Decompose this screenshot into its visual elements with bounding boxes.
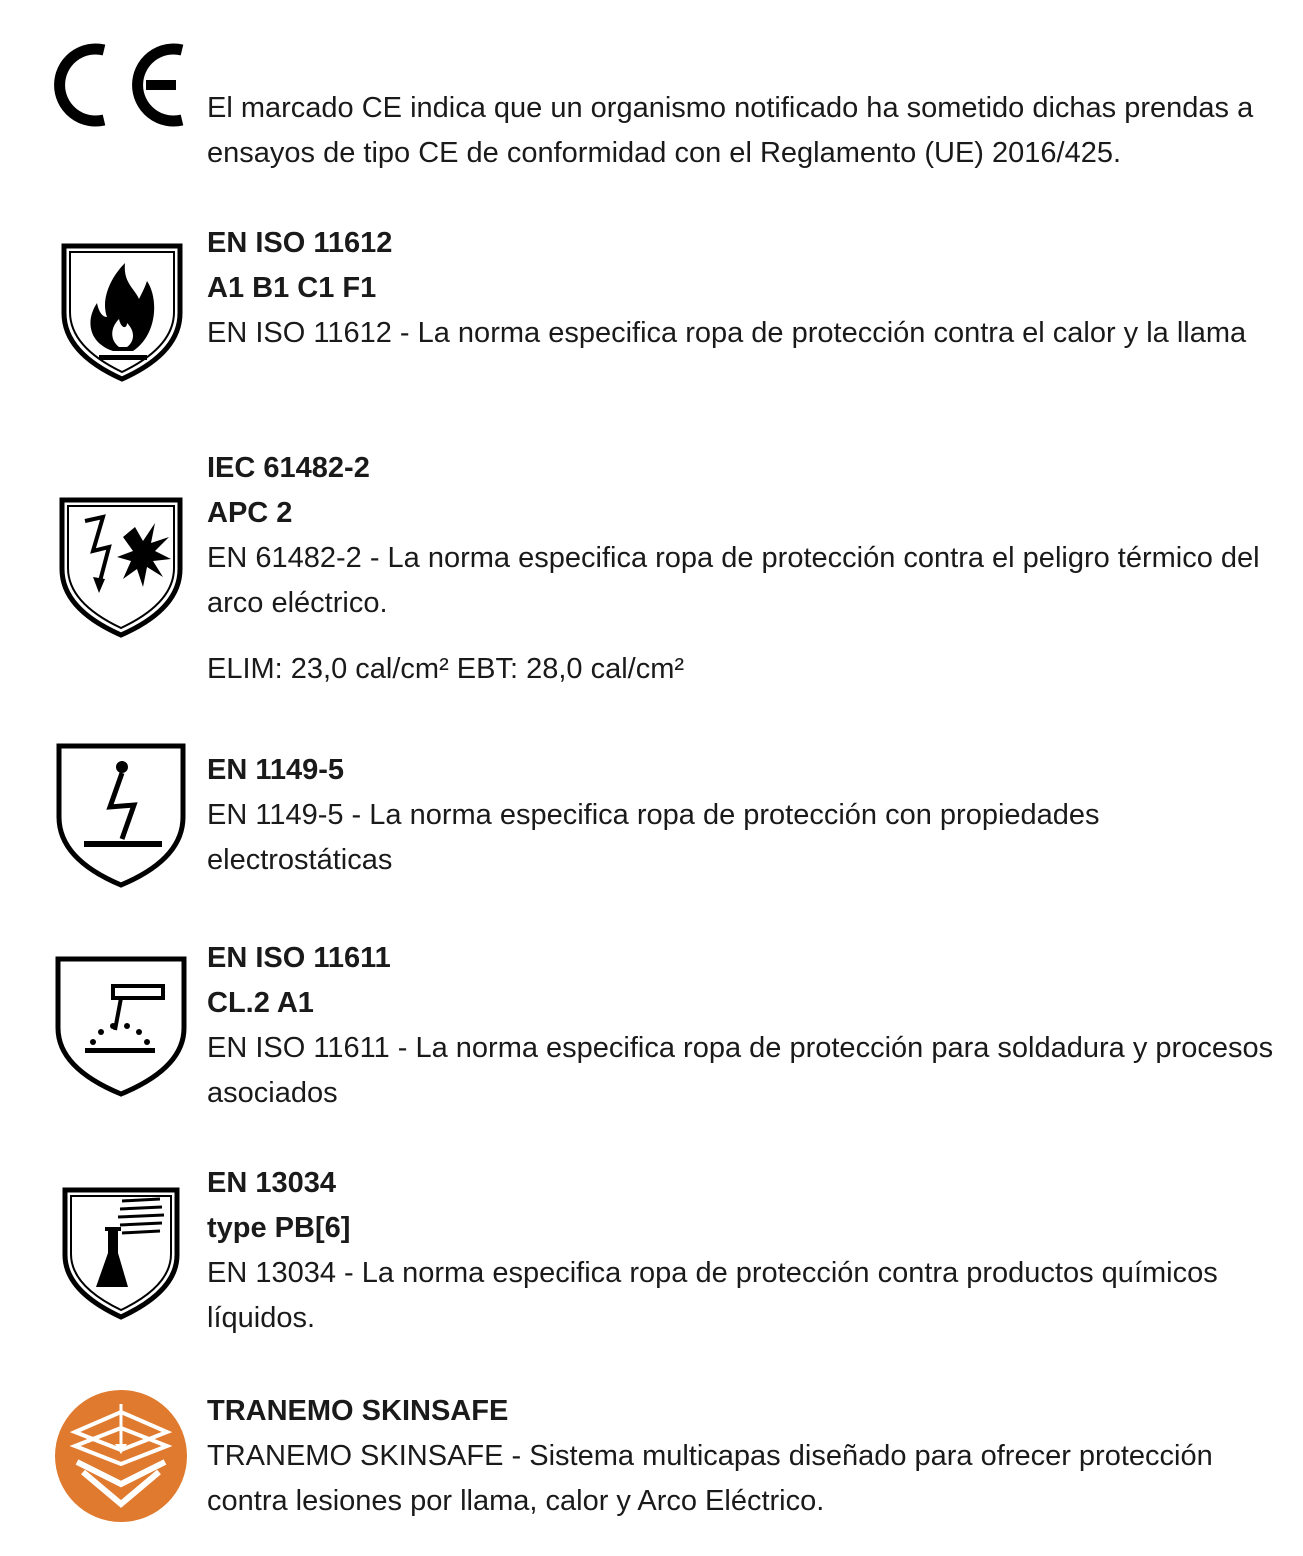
- en-1149-5-block: [207, 748, 1277, 883]
- tranemo-skinsafe-icon: [53, 1388, 189, 1524]
- standard-subtitle: APC 2: [207, 497, 293, 529]
- tranemo-skinsafe-block: [207, 1389, 1277, 1524]
- electric-arc-shield-icon: [59, 497, 183, 639]
- en-iso-11611-block: [207, 936, 1277, 1116]
- standard-title: EN ISO 11611: [207, 942, 391, 974]
- flame-shield-icon: [61, 243, 183, 383]
- electrostatic-shield-icon: [56, 743, 186, 889]
- standard-title: EN 1149-5: [207, 754, 345, 786]
- standard-description: EN 61482-2 - La norma especifica ropa de protección contra el peligro térmico del arco eléctrico.: [207, 542, 1260, 619]
- standard-title: IEC 61482-2: [207, 452, 370, 484]
- ce-mark-icon: [52, 38, 188, 132]
- arc-rating-note: ELIM: 23,0 cal/cm² EBT: 28,0 cal/cm²: [207, 653, 685, 685]
- standard-title: EN ISO 11612: [207, 227, 393, 259]
- iec-61482-2-block: [207, 446, 1277, 692]
- welding-shield-icon: [55, 956, 187, 1098]
- standard-description: EN ISO 11612 - La norma especifica ropa de protección contra el calor y la llama: [207, 317, 1247, 349]
- ce-description: El marcado CE indica que un organismo notificado ha sometido dichas prendas a ensayos de tipo CE de conformidad con el Reglamento (UE) 2016/425.: [207, 92, 1254, 169]
- standard-subtitle: A1 B1 C1 F1: [207, 272, 377, 304]
- standard-description: EN 1149-5 - La norma especifica ropa de protección con propiedades electrostáticas: [207, 799, 1100, 876]
- standard-subtitle: type PB[6]: [207, 1212, 351, 1244]
- chemical-shield-icon: [62, 1187, 180, 1321]
- standard-description: EN 13034 - La norma especifica ropa de protección contra productos químicos líquidos.: [207, 1257, 1218, 1334]
- standard-title: EN 13034: [207, 1167, 336, 1199]
- en-iso-11612-block: [207, 221, 1277, 356]
- standard-title: TRANEMO SKINSAFE: [207, 1395, 509, 1427]
- en-13034-block: [207, 1161, 1277, 1341]
- standard-subtitle: CL.2 A1: [207, 987, 314, 1019]
- standard-description: TRANEMO SKINSAFE - Sistema multicapas diseñado para ofrecer protección contra lesiones por llama, calor y Arco Eléctrico.: [207, 1440, 1213, 1517]
- standard-description: EN ISO 11611 - La norma especifica ropa de protección para soldadura y procesos asociados: [207, 1032, 1274, 1109]
